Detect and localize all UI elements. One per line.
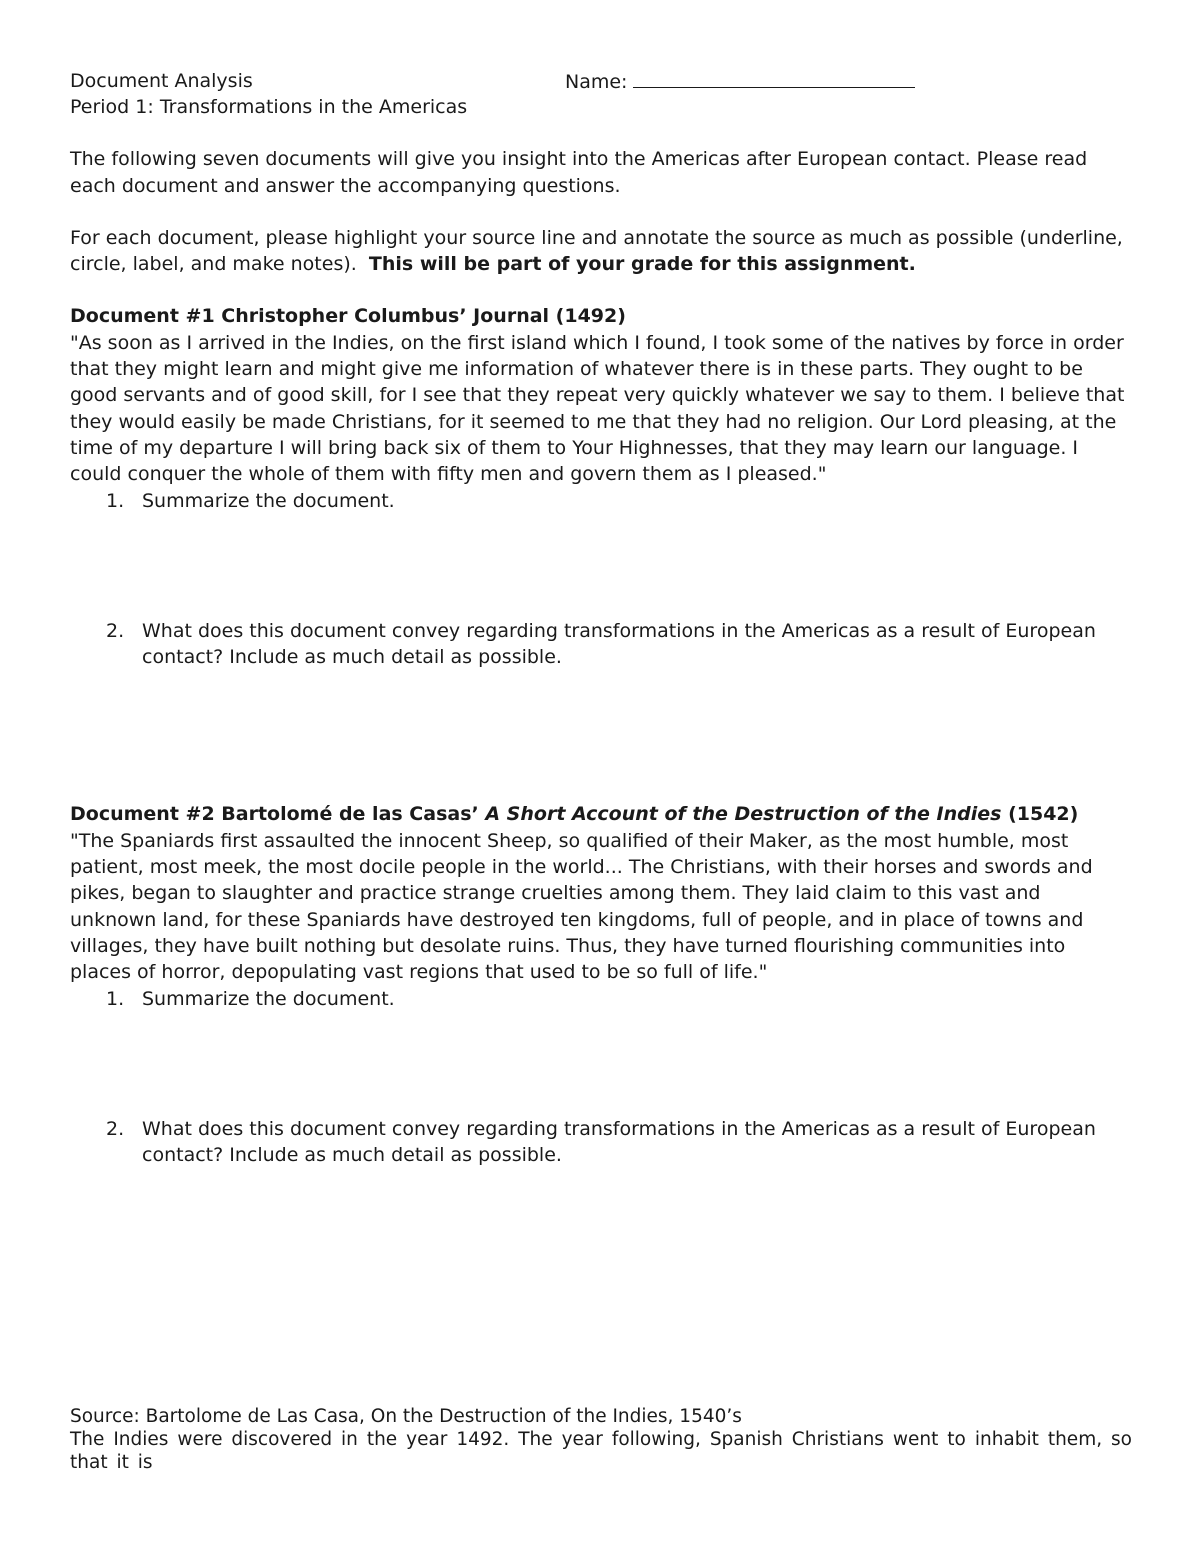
question-number: 1. — [106, 987, 125, 1010]
header-row — [70, 68, 1132, 94]
question-number: 1. — [106, 489, 125, 512]
document-2-questions — [70, 986, 1132, 1012]
source-text: The Indies were discovered in the year 1492. The year following, Spanish Christians went to inhabit them, so that it is — [70, 1429, 1132, 1473]
intro-paragraph: The following seven documents will give you insight into the Americas after European contact. Please read each document and answer the accompanying questions. — [70, 148, 1088, 197]
document-1-questions — [70, 488, 1132, 514]
question-item — [70, 488, 1132, 514]
answer-space[interactable] — [70, 1012, 1132, 1116]
document-2-heading-prefix: Document #2 Bartolomé de las Casas’ — [70, 803, 486, 826]
answer-space[interactable] — [70, 670, 1132, 801]
document-1-heading: Document #1 Christopher Columbus’ Journal (1492) — [70, 305, 626, 328]
document-1-quote: "As soon as I arrived in the Indies, on the first island which I found, I took some of the natives by force in order that they might learn and might give me information of whatever there is in these parts. They ought to be good servants and of good skill, for I see that they repeat very quickly whatever we say to them. I believe that they would easily be made Christians, for it seemed to me that they had no religion. Our Lord pleasing, at the time of my departure I will bring back six of them to Your Highnesses, that they may learn our language. I could conquer the whole of them with fifty men and govern them as I pleased." — [70, 331, 1125, 486]
source-section — [70, 1405, 1132, 1474]
period-subtitle: Period 1: Transformations in the Americas — [70, 96, 468, 118]
question-text: Summarize the document. — [142, 489, 395, 512]
document-2-heading — [70, 801, 1132, 827]
document-title: Document Analysis — [70, 70, 253, 92]
question-text: What does this document convey regarding transformations in the Americas as a result of European contact? Include as much detail as possible. — [142, 1117, 1096, 1167]
instructions-paragraph — [70, 225, 1132, 278]
name-blank-line[interactable] — [633, 68, 915, 88]
question-item — [70, 1116, 1132, 1169]
name-field-group — [565, 68, 915, 95]
instructions-text: For each document, please highlight your source line and annotate the source as much as possible (underline, circle, label, and make notes). — [70, 226, 1123, 276]
document-2-quote: "The Spaniards first assaulted the innocent Sheep, so qualified of their Maker, as the most humble, most patient, most meek, the most docile people in the world... The Christians, with their horses and swords and pikes, began to slaughter and practice strange cruelties among them. They laid claim to this vast and unknown land, for these Spaniards have destroyed ten kingdoms, full of people, and in place of towns and villages, they have built nothing but desolate ruins. Thus, they have turned flourishing communities into places of horror, depopulating vast regions that used to be so full of life." — [70, 829, 1093, 984]
document-2-book-title: A Short Account of the Destruction of the Indies — [485, 803, 1002, 826]
question-text: What does this document convey regarding transformations in the Americas as a result of European contact? Include as much detail as possible. — [142, 619, 1096, 669]
document-1-questions-2 — [70, 618, 1132, 671]
question-text: Summarize the document. — [142, 987, 395, 1010]
document-2-heading-year: (1542) — [1001, 803, 1079, 826]
question-item — [70, 618, 1132, 671]
worksheet-page — [70, 68, 1132, 1168]
document-2-questions-2 — [70, 1116, 1132, 1169]
name-label: Name: — [565, 71, 628, 93]
question-number: 2. — [106, 619, 125, 642]
question-number: 2. — [106, 1117, 125, 1140]
instructions-grade-note: This will be part of your grade for this assignment. — [368, 253, 916, 276]
answer-space[interactable] — [70, 514, 1132, 618]
question-item — [70, 986, 1132, 1012]
source-line: Source: Bartolome de Las Casa, On the Destruction of the Indies, 1540’s — [70, 1406, 742, 1427]
